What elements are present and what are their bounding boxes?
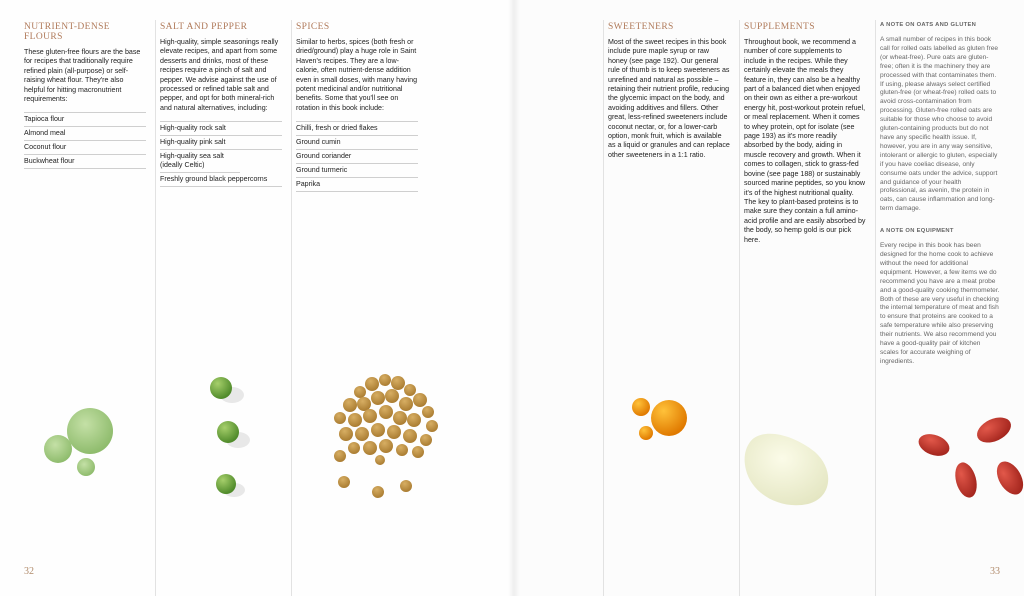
supplements-illustration	[745, 434, 829, 506]
note-body: Every recipe in this book has been designed for the home cook to achieve without the need for additional equipment. However, a few items we do recommend you have are a meat probe and a good-quality cooking thermometer. Both of these are very useful in checking the internal temperature of meat and fish to ensure that proteins are cooked to a safe temperature while also preserving their nutrients. We also recommend you have a good-quality pair of kitchen scales for accurate weighing of ingredients.	[880, 242, 1000, 365]
list-item: Chilli, fresh or dried flakes	[296, 121, 418, 136]
list-item: Tapioca flour	[24, 112, 146, 127]
goji-berries-illustration	[916, 412, 1024, 500]
column-body: These gluten-free flours are the base for recipes that traditionally require refined plain (all-purpose) or self-raising wheat flour. They're also helpful for hitting macronutrient requirements:	[24, 48, 141, 104]
column-heading: NUTRIENT-DENSE FLOURS	[24, 22, 110, 42]
list-item: Ground turmeric	[296, 164, 418, 178]
column-body: Throughout book, we recommend a number of core supplements to include in the recipes. While they certainly elevate the meals they feature in, they can also be a healthy part of a balanced diet when enjoyed on their own as either a pre-workout energy hit, post-workout protein refuel, or meal replacement. When it comes to whey protein, opt for isolate (see page 193) as it's more readily absorbed by the body, aiding in muscle recovery and growth. When it comes to collagen, stick to grass-fed bovine (see page 188) or sustainably sourced marine peptides, so you know it's of the highest nutritional quality. The key to plant-based proteins is to make sure they contain a full amino-acid profile and are easily absorbed by the body, so hemp gold is our pick here.	[744, 38, 866, 244]
sweeteners-illustration	[632, 398, 687, 440]
page-number-left: 32	[24, 566, 34, 577]
list-item: High-quality rock salt	[160, 121, 282, 136]
list-item: Freshly ground black peppercorns	[160, 173, 282, 187]
list-item: High-quality sea salt (ideally Celtic)	[160, 150, 240, 173]
page-number-right: 33	[990, 566, 1000, 577]
spices-illustration	[334, 374, 438, 498]
flour-illustration	[44, 408, 113, 476]
list-item: Paprika	[296, 178, 418, 192]
column-heading: SWEETENERS	[608, 22, 674, 32]
list-item: High-quality pink salt	[160, 136, 282, 150]
column-body: Most of the sweet recipes in this book include pure maple syrup or raw honey (see page 192). Our general rule of thumb is to keep sweeteners as unrefined and natural as possible – retaining their nutrient profile, reducing the glycemic impact on the body, and avoiding additives and fillers. Other great, less-refined sweeteners include coconut nectar, or, for a lower-carb option, monk fruit, which is available as a liquid or granules and can replace other sweeteners in a 1:1 ratio.	[608, 38, 730, 159]
column-heading: SPICES	[296, 22, 330, 32]
list-item: Ground cumin	[296, 136, 418, 150]
list-item: Almond meal	[24, 127, 146, 141]
column-heading: SUPPLEMENTS	[744, 22, 815, 32]
note-heading: A NOTE ON EQUIPMENT	[880, 228, 954, 235]
list-item: Buckwheat flour	[24, 155, 146, 169]
column-body: High-quality, simple seasonings really elevate recipes, and apart from some desserts and drinks, most of these recipes require a pinch of salt and pepper. We advise against the use of processed or refined table salt and pepper, and opt for both mineral-rich and natural alternatives, including:	[160, 38, 279, 112]
column-body: Similar to herbs, spices (both fresh or dried/ground) play a huge role in Saint Haven's recipes. They are a low-calorie, often nutrient-dense addition even in small doses, with many having potent medicinal and/or nutritional benefits. Some that you'll see on rotation in this book include:	[296, 38, 418, 112]
note-heading: A NOTE ON OATS AND GLUTEN	[880, 22, 977, 28]
note-body: A small number of recipes in this book call for rolled oats labelled as gluten free (or wheat-free). Pure oats are gluten-free; often it is the machinery they are processed with that contaminates them. If using, please always select certified gluten-free (or wheat-free) rolled oats to avoid cross-contamination from processing. Gluten-free rolled oats are suitable for those who choose to avoid gluten-containing products but do not have any specific health issue. If, however, you are in any way sensitive, intolerant or allergic to gluten, especially if you have coeliac disease, only consume oats under the advice, support and guidance of your health professional, as avenin, the protein in oats, can cause inflammation and long-term damage.	[880, 36, 999, 213]
salt-pepper-illustration	[210, 377, 250, 497]
column-heading: SALT AND PEPPER	[160, 22, 248, 32]
list-item: Ground coriander	[296, 150, 418, 164]
list-item: Coconut flour	[24, 141, 146, 155]
